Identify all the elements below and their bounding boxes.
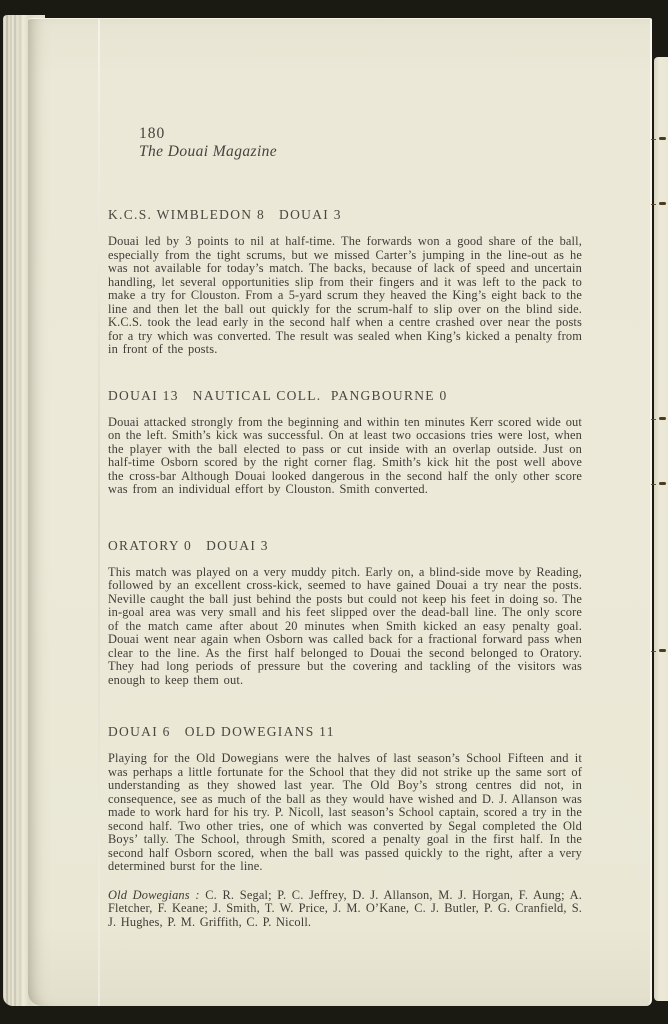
page-number: 180 <box>139 125 166 142</box>
team-list-label: Old Dowegians : <box>108 887 200 902</box>
match-report-kcs-wimbledon <box>108 207 582 357</box>
book-page <box>28 18 652 1006</box>
stitch-mark <box>659 482 666 485</box>
match-body: This match was played on a very muddy pitch. Early on, a blind-side move by Reading, followed by an excellent cross-kick, seemed to have gained Douai a try near the posts. Neville caught the ball just behind the posts but could not keep his feet in doing so. The in-goal area was very small and his feet slipped over the dead-ball line. The only score of the match came after about 20 minutes when Smith kicked an easy penalty goal. Douai went near again when Osborn was called back for a fractional forward pass when clear to the line. As the first half belonged to Douai the second belonged to Oratory. They had long periods of pressure but the covering and tackling of the visitors was enough to keep them out. <box>108 564 582 687</box>
match-heading: K.C.S. WIMBLEDON 8 DOUAI 3 <box>108 207 342 222</box>
match-heading: DOUAI 6 OLD DOWEGIANS 11 <box>108 724 335 739</box>
match-report-oratory <box>108 538 582 688</box>
stitch-mark <box>659 202 666 205</box>
match-heading: ORATORY 0 DOUAI 3 <box>108 537 269 553</box>
match-heading: DOUAI 13 NAUTICAL COLL. PANGBOURNE 0 <box>108 387 448 403</box>
match-report-old-dowegians <box>108 724 582 874</box>
match-body: Douai led by 3 points to nil at half-time. The forwards won a good share of the ball, especially from the tight scrums, but we missed Carter’s jumping in the line-out as he was not available for today’s match. The backs, because of lack of speed and uncertain handling, let several opportunities slip from their fingers and it was left to the pack to make a try for Clouston. From a 5-yard scrum they heaved the King’s eight back to the line and then let the ball out quickly for the scrum-half to slip over on the blind side. K.C.S. took the lead early in the second half when a centre crashed over near the posts for a try which was converted. The result was sealed when King’s kicked a penalty from in front of the posts. <box>108 234 582 356</box>
stitch-mark <box>659 649 666 652</box>
magazine-title: The Douai Magazine <box>139 143 278 160</box>
match-body: Playing for the Old Dowegians were the halves of last season’s School Fifteen and it was perhaps a little fortunate for the School that they did not strike up the same sort of understanding as they showed last year. The Old Boy’s strong centres did not, in consequence, see as much of the ball as they would have wished and D. J. Allanson was made to work hard for his try. P. Nicoll, last season’s School captain, scored a try in the second half. Two other tries, one of which was converted by Segal completed the Old Boys’ tally. The School, through Smith, scored a penalty goal in the first half. In the second half Osborn scored, when the ball was passed quickly to the right, after a very determined burst for the line. <box>108 751 582 873</box>
adjacent-page-edge <box>654 57 668 1001</box>
stitch-mark <box>659 137 666 140</box>
stitch-mark <box>659 417 666 420</box>
text-column <box>108 19 582 929</box>
match-report-nautical-coll <box>108 388 582 497</box>
team-list-names: C. R. Segal; P. C. Jeffrey, D. J. Allanson, M. J. Horgan, F. Aung; A. Fletcher, F. Keane; J. Smith, T. W. Price, J. M. O’Kane, C. J. Butler, P. G. Cranfield, S. J. Hughes, P. M. Griffith, C. P. Nicoll. <box>108 887 583 929</box>
match-body: Douai attacked strongly from the beginning and within ten minutes Kerr scored wide out on the left. Smith’s kick was successful. On at least two occasions tries were lost, when the player with the ball elected to pass or cut inside with an overlap outside. Just on half-time Osborn scored by the right corner flag. Smith’s kick hit the post well above the cross-bar Although Douai looked dangerous in the second half the only other score was from an individual effort by Clouston. Smith converted. <box>108 414 582 496</box>
running-header <box>108 107 582 179</box>
team-list <box>108 889 582 930</box>
